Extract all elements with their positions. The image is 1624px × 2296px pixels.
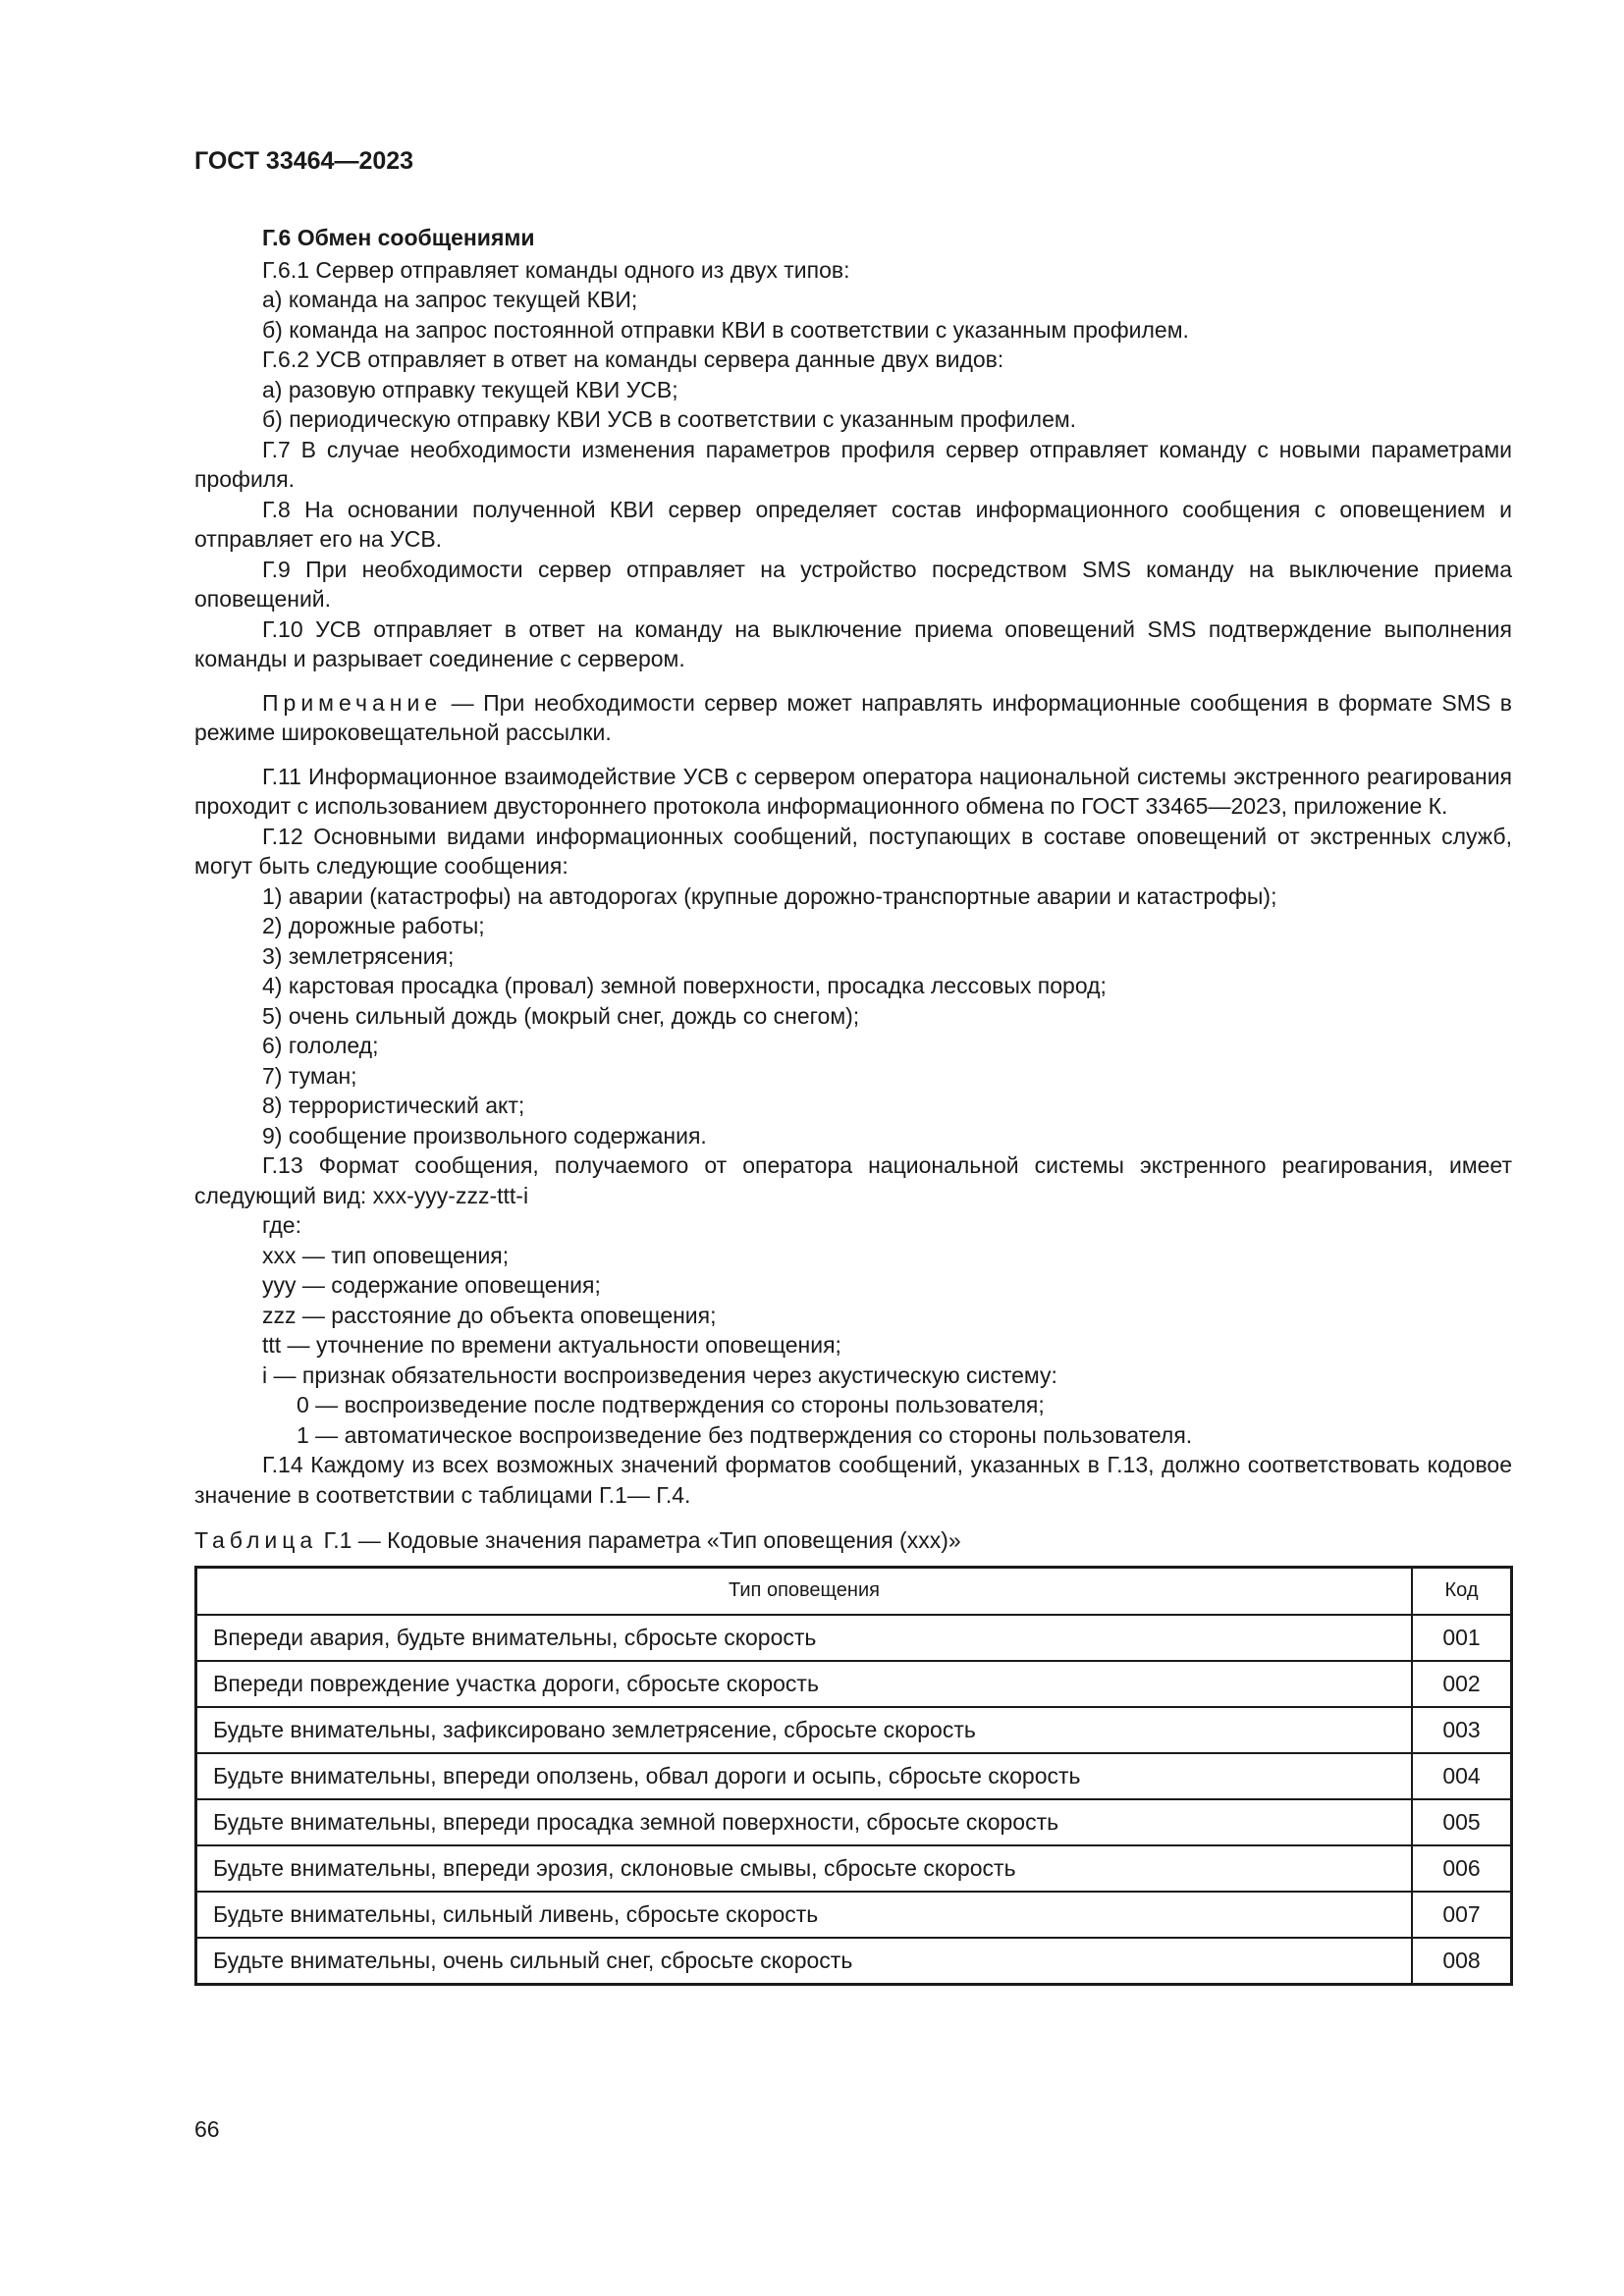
where-label: где: xyxy=(262,1212,301,1238)
cell-type: Будьте внимательны, впереди просадка земной поверхности, сбросьте скорость xyxy=(196,1799,1413,1845)
table-row xyxy=(196,1753,1512,1799)
paragraph-g10: Г.10 УСВ отправляет в ответ на команду на выключение приема оповещений SMS подтверждение выполнения команды и разрывает соединение с сервером. xyxy=(194,615,1512,671)
paragraph-g6-2-a: а) разовую отправку текущей КВИ УСВ; xyxy=(262,376,678,402)
cell-type: Впереди повреждение участка дороги, сбросьте скорость xyxy=(196,1661,1413,1707)
page-number: 66 xyxy=(194,2116,220,2142)
table-row xyxy=(196,1938,1512,1985)
note xyxy=(194,688,1512,748)
cell-code: 007 xyxy=(1412,1892,1512,1938)
paragraph-g6-2: Г.6.2 УСВ отправляет в ответ на команды сервера данные двух видов: xyxy=(262,347,1004,372)
paragraph-g13: Г.13 Формат сообщения, получаемого от оператора национальной системы экстренного реагирования, имеет следующий вид: xxx-yyy-zzz-ttt-i xyxy=(194,1152,1512,1208)
table-header-row xyxy=(196,1567,1512,1615)
table-row xyxy=(196,1799,1512,1845)
cell-type: Будьте внимательны, очень сильный снег, сбросьте скорость xyxy=(196,1938,1413,1985)
paragraph-g11: Г.11 Информационное взаимодействие УСВ с сервером оператора национальной системы экстренного реагирования проходит с использованием двустороннего протокола информационного обмена по ГОСТ 33465—2023, приложение К. xyxy=(194,763,1512,819)
list-item: 1) аварии (катастрофы) на автодорогах (крупные дорожно-транспортные аварии и катастрофы); xyxy=(262,882,1277,909)
paragraph-g6-2-b: б) периодическую отправку КВИ УСВ в соответствии с указанным профилем. xyxy=(262,406,1077,432)
paragraph-g6-1-a: а) команда на запрос текущей КВИ; xyxy=(262,287,638,312)
list-item: 9) сообщение произвольного содержания. xyxy=(262,1122,707,1148)
document-header: ГОСТ 33464—2023 xyxy=(194,147,414,175)
list-item: 5) очень сильный дождь (мокрый снег, дождь со снегом); xyxy=(262,1002,860,1029)
column-header-type: Тип оповещения xyxy=(196,1567,1413,1615)
table-row xyxy=(196,1661,1512,1707)
list-item: 4) карстовая просадка (провал) земной поверхности, просадка лессовых пород; xyxy=(262,973,1107,998)
definition-subitem: 0 — воспроизведение после подтверждения со стороны пользователя; xyxy=(297,1392,1045,1417)
table-caption xyxy=(194,1525,1512,1556)
column-header-code: Код xyxy=(1412,1567,1512,1615)
table-row xyxy=(196,1707,1512,1753)
list-item: 6) гололед; xyxy=(262,1033,379,1058)
section-heading: Г.6 Обмен сообщениями xyxy=(262,225,535,250)
table-row xyxy=(196,1845,1512,1892)
note-label: Примечание xyxy=(262,689,443,716)
document-body xyxy=(194,223,1512,1986)
definition-item: ttt — уточнение по времени актуальности оповещения; xyxy=(262,1332,841,1358)
cell-code: 006 xyxy=(1412,1845,1512,1892)
paragraph-g9: Г.9 При необходимости сервер отправляет на устройство посредством SMS команду на выключение приема оповещений. xyxy=(194,556,1512,612)
paragraph-g14: Г.14 Каждому из всех возможных значений форматов сообщений, указанных в Г.13, должно соответствовать кодовое значение в соответствии с таблицами Г.1— Г.4. xyxy=(194,1452,1512,1508)
paragraph-g8: Г.8 На основании полученной КВИ сервер определяет состав информационного сообщения с оповещением и отправляет его на УСВ. xyxy=(194,496,1512,552)
cell-type: Будьте внимательны, впереди эрозия, склоновые смывы, сбросьте скорость xyxy=(196,1845,1413,1892)
table-caption-label: Таблица xyxy=(194,1527,318,1553)
cell-type: Впереди авария, будьте внимательны, сбросьте скорость xyxy=(196,1615,1413,1661)
definition-subitem: 1 — автоматическое воспроизведение без подтверждения со стороны пользователя. xyxy=(297,1421,1193,1448)
paragraph-g12: Г.12 Основными видами информационных сообщений, поступающих в составе оповещений от экстренных служб, могут быть следующие сообщения: xyxy=(194,823,1512,879)
list-item: 2) дорожные работы; xyxy=(262,913,485,938)
cell-code: 008 xyxy=(1412,1938,1512,1985)
table-caption-text: Г.1 — Кодовые значения параметра «Тип оповещения (xxx)» xyxy=(317,1527,961,1553)
definition-item: i — признак обязательности воспроизведения через акустическую систему: xyxy=(262,1362,1057,1388)
cell-type: Будьте внимательны, впереди оползень, обвал дороги и осыпь, сбросьте скорость xyxy=(196,1753,1413,1799)
table-row xyxy=(196,1615,1512,1661)
paragraph-g6-1-b: б) команда на запрос постоянной отправки КВИ в соответствии с указанным профилем. xyxy=(262,316,1189,343)
cell-code: 004 xyxy=(1412,1753,1512,1799)
cell-type: Будьте внимательны, зафиксировано землетрясение, сбросьте скорость xyxy=(196,1707,1413,1753)
codes-table xyxy=(194,1566,1513,1986)
definition-item: yyy — содержание оповещения; xyxy=(262,1272,601,1298)
list-item: 8) террористический акт; xyxy=(262,1093,525,1118)
cell-code: 001 xyxy=(1412,1615,1512,1661)
cell-type: Будьте внимательны, сильный ливень, сбросьте скорость xyxy=(196,1892,1413,1938)
note-text: — При необходимости сервер может направлять информационные сообщения в формате SMS в режиме широковещательной рассылки. xyxy=(194,689,1512,745)
definition-item: zzz — расстояние до объекта оповещения; xyxy=(262,1302,717,1328)
list-item: 7) туман; xyxy=(262,1062,357,1089)
cell-code: 005 xyxy=(1412,1799,1512,1845)
list-item: 3) землетрясения; xyxy=(262,942,455,969)
definition-item: xxx — тип оповещения; xyxy=(262,1242,510,1268)
cell-code: 002 xyxy=(1412,1661,1512,1707)
cell-code: 003 xyxy=(1412,1707,1512,1753)
paragraph-g7: Г.7 В случае необходимости изменения параметров профиля сервер отправляет команду с новыми параметрами профиля. xyxy=(194,436,1512,492)
paragraph-g6-1: Г.6.1 Сервер отправляет команды одного из двух типов: xyxy=(262,256,850,283)
table-row xyxy=(196,1892,1512,1938)
